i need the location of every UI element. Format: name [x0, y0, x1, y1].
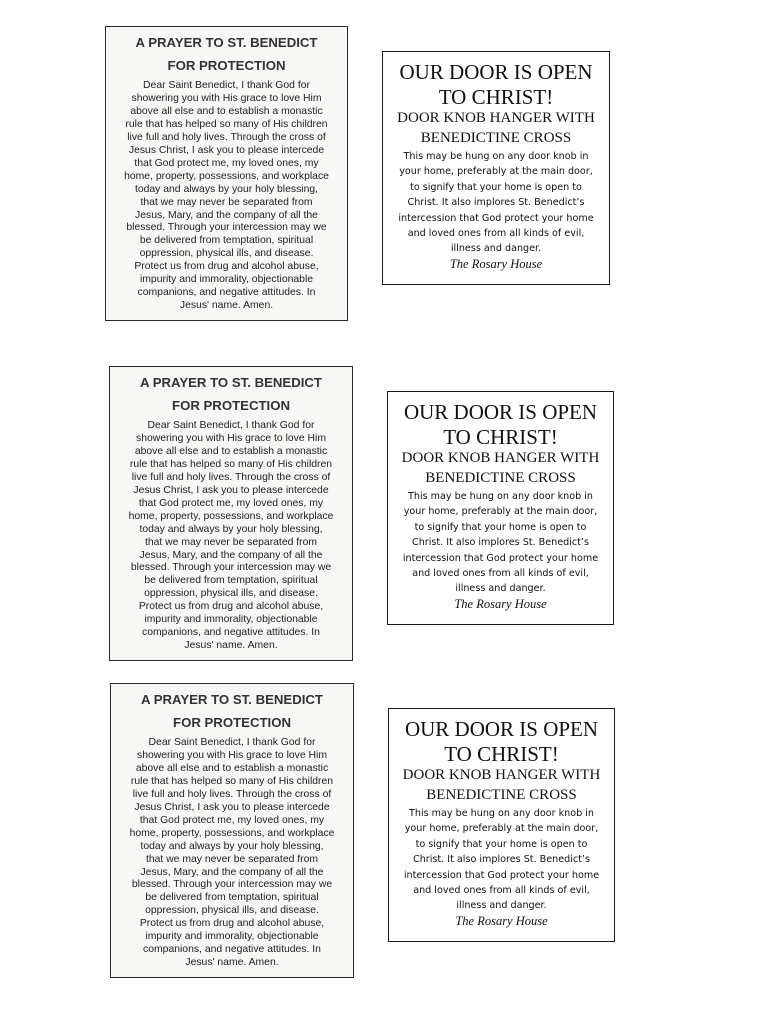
prayer-line: that we may never be separated from — [144, 536, 318, 548]
door-subtitle: BENEDICTINE CROSS — [420, 129, 572, 146]
prayer-line: companions, and negative attitudes. In — [137, 287, 316, 299]
prayer-line: that we may never be separated from — [145, 853, 319, 865]
prayer-line: Jesus, Mary, and the company of all the — [140, 866, 324, 878]
door-line: your home, preferably at the main door, — [399, 166, 593, 178]
door-line: to signify that your home is open to — [410, 181, 582, 193]
prayer-line: showering you with His grace to love Him — [131, 92, 322, 104]
door-line: and loved ones from all kinds of evil, — [413, 885, 590, 897]
prayer-line: Jesus, Mary, and the company of all the — [135, 209, 318, 221]
door-footer: The Rosary House — [449, 256, 543, 271]
door-line: intercession that God protect your home — [403, 869, 600, 881]
prayer-line: today and always by your holy blessing, — [139, 523, 323, 535]
prayer-line: oppression, physical ills, and disease. — [139, 248, 314, 260]
prayer-line: home, property, possessions, and workplace — [124, 170, 329, 182]
door-subtitle: DOOR KNOB HANGER WITH — [401, 450, 600, 466]
prayer-line: home, property, possessions, and workplace — [128, 510, 334, 522]
prayer-line: blessed. Through your intercession may we — [131, 879, 333, 891]
prayer-line: be delivered from temptation, spiritual — [139, 235, 314, 247]
door-subtitle: BENEDICTINE CROSS — [425, 469, 576, 486]
prayer-subtitle: FOR PROTECTION — [172, 398, 290, 413]
door-title: OUR DOOR IS OPEN — [404, 717, 599, 741]
door-subtitle: DOOR KNOB HANGER WITH — [402, 767, 601, 783]
prayer-line: live full and holy lives. Through the cross of — [132, 788, 332, 800]
prayer-line: today and always by your holy blessing, — [140, 840, 324, 852]
prayer-title: A PRAYER TO ST. BENEDICT — [140, 375, 322, 390]
door-line: illness and danger. — [450, 243, 542, 255]
door-title: TO CHRIST! — [444, 742, 559, 766]
prayer-line: impurity and immorality, objectionable — [145, 931, 319, 943]
prayer-line: blessed. Through your intercession may we — [130, 562, 332, 574]
prayer-line: rule that has helped so many of His children — [130, 775, 334, 787]
prayer-line: above all else and to establish a monastic — [135, 762, 329, 774]
prayer-line: Dear Saint Benedict, I thank God for — [143, 80, 310, 91]
door-line: and loved ones from all kinds of evil, — [407, 228, 585, 240]
door-line: illness and danger. — [455, 583, 546, 595]
prayer-line: Protect us from drug and alcohol abuse, — [139, 918, 325, 930]
prayer-card — [105, 26, 348, 321]
door-hanger-card — [382, 51, 610, 285]
door-hanger-card — [387, 391, 614, 625]
prayer-line: home, property, possessions, and workplace — [129, 827, 335, 839]
prayer-line: Jesus Christ, I ask you to please intercede — [128, 144, 325, 156]
prayer-text — [116, 737, 348, 970]
prayer-subtitle: FOR PROTECTION — [167, 58, 286, 73]
prayer-line: companions, and negative attitudes. In — [142, 627, 320, 639]
door-line: your home, preferably at the main door, — [404, 823, 599, 835]
door-line: intercession that God protect your home — [398, 212, 594, 224]
prayer-line: blessed. Through your intercession may we — [126, 222, 327, 234]
door-title: TO CHRIST! — [438, 85, 554, 109]
prayer-line: showering you with His grace to love Him — [137, 749, 327, 761]
door-hanger-card — [388, 708, 615, 942]
door-line: intercession that God protect your home — [402, 552, 599, 564]
prayer-text — [111, 80, 342, 313]
door-title: OUR DOOR IS OPEN — [399, 60, 593, 84]
prayer-line: oppression, physical ills, and disease. — [145, 905, 319, 917]
prayer-line: Dear Saint Benedict, I thank God for — [147, 420, 315, 431]
prayer-card — [109, 366, 353, 661]
door-line: to signify that your home is open to — [414, 521, 587, 533]
prayer-line: Jesus Christ, I ask you to please intercede — [134, 801, 330, 813]
prayer-line: rule that has helped so many of His children — [125, 118, 328, 130]
door-line: your home, preferably at the main door, — [403, 506, 598, 518]
door-line: Christ. It also implores St. Benedict’s — [407, 197, 585, 209]
door-line: to signify that your home is open to — [415, 838, 588, 850]
prayer-line: above all else and to establish a monastic — [130, 105, 323, 117]
prayer-line: live full and holy lives. Through the cross of — [127, 131, 326, 143]
door-line: Christ. It also implores St. Benedict’s — [412, 537, 589, 549]
prayer-line: be delivered from temptation, spiritual — [145, 892, 319, 904]
door-line: This may be hung on any door knob in — [403, 151, 589, 162]
door-line: This may be hung on any door knob in — [408, 491, 593, 502]
door-subtitle: DOOR KNOB HANGER WITH — [397, 110, 595, 126]
prayer-line: Dear Saint Benedict, I thank God for — [148, 737, 316, 748]
prayer-card — [110, 683, 354, 978]
door-line: and loved ones from all kinds of evil, — [412, 568, 589, 580]
door-line: This may be hung on any door knob in — [409, 808, 594, 819]
prayer-line: Jesus' name. Amen. — [179, 300, 274, 312]
door-title: TO CHRIST! — [443, 425, 558, 449]
prayer-line: that God protect me, my loved ones, my — [139, 814, 325, 826]
prayer-line: rule that has helped so many of His children — [129, 458, 333, 470]
prayer-line: impurity and immorality, objectionable — [144, 614, 318, 626]
prayer-line: impurity and immorality, objectionable — [139, 274, 314, 286]
door-line: Christ. It also implores St. Benedict’s — [413, 854, 590, 866]
prayer-line: that God protect me, my loved ones, my — [138, 497, 324, 509]
prayer-title: A PRAYER TO ST. BENEDICT — [135, 35, 318, 50]
door-line: illness and danger. — [456, 900, 547, 912]
door-title: OUR DOOR IS OPEN — [403, 400, 598, 424]
prayer-subtitle: FOR PROTECTION — [173, 715, 291, 730]
prayer-line: Jesus' name. Amen. — [185, 957, 279, 969]
prayer-line: today and always by your holy blessing, — [134, 183, 319, 195]
door-footer: The Rosary House — [454, 596, 547, 611]
prayer-line: Protect us from drug and alcohol abuse, — [134, 261, 319, 273]
prayer-line: that we may never be separated from — [140, 196, 313, 208]
prayer-line: that God protect me, my loved ones, my — [134, 157, 319, 169]
prayer-line: be delivered from temptation, spiritual — [144, 575, 318, 587]
prayer-text — [115, 420, 347, 653]
door-footer: The Rosary House — [455, 913, 548, 928]
prayer-line: Jesus Christ, I ask you to please intercede — [133, 484, 329, 496]
prayer-line: oppression, physical ills, and disease. — [144, 588, 318, 600]
prayer-line: Jesus, Mary, and the company of all the — [139, 549, 323, 561]
prayer-line: live full and holy lives. Through the cross of — [131, 471, 331, 483]
prayer-line: showering you with His grace to love Him — [136, 432, 326, 444]
prayer-line: above all else and to establish a monastic — [134, 445, 328, 457]
prayer-line: companions, and negative attitudes. In — [143, 944, 321, 956]
door-subtitle: BENEDICTINE CROSS — [426, 786, 577, 803]
prayer-title: A PRAYER TO ST. BENEDICT — [141, 692, 323, 707]
prayer-line: Jesus' name. Amen. — [184, 640, 278, 652]
prayer-line: Protect us from drug and alcohol abuse, — [138, 601, 324, 613]
